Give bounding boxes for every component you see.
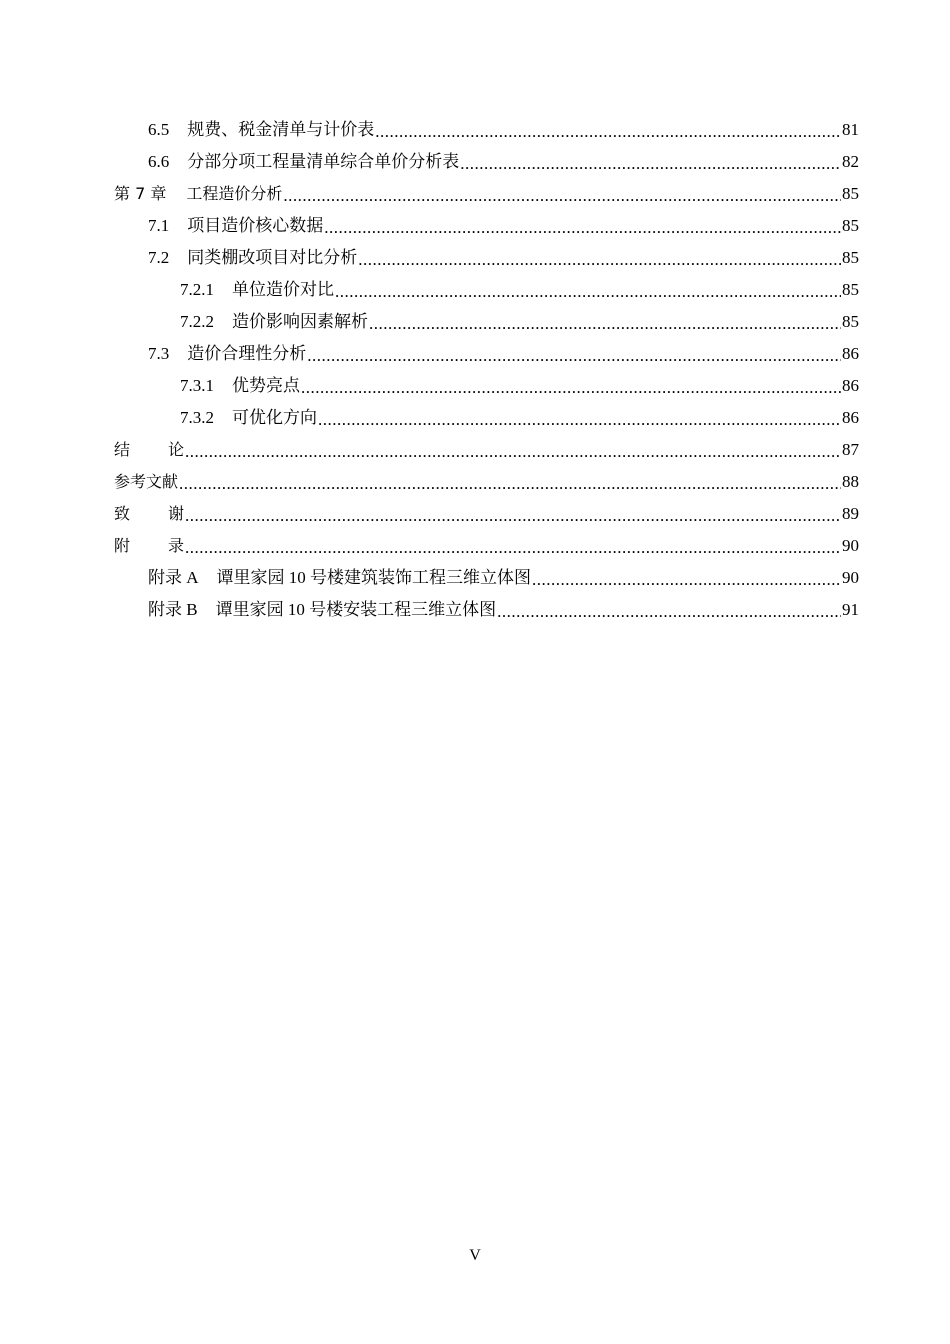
toc-dot-leader <box>335 282 841 302</box>
toc-entry-number: 7.2 <box>148 248 170 267</box>
toc-entry-title: 单位造价对比 <box>232 280 334 299</box>
toc-entry-title: 同类棚改项目对比分析 <box>187 248 358 267</box>
toc-entry-title: 可优化方向 <box>232 408 317 427</box>
toc-entry-page: 90 <box>842 536 859 555</box>
toc-entry[interactable] <box>0 338 950 370</box>
toc-entry-page: 90 <box>842 568 859 587</box>
toc-entry-title: 结论 <box>114 440 185 459</box>
toc-entry[interactable] <box>0 146 950 178</box>
toc-entry-number: 7.2.1 <box>180 280 214 299</box>
toc-dot-leader <box>369 314 841 334</box>
toc-entry-page: 85 <box>842 280 859 299</box>
toc-entry[interactable] <box>0 562 950 594</box>
toc-dot-leader <box>497 602 841 622</box>
toc-entry-page: 88 <box>842 472 859 491</box>
toc-entry-page: 91 <box>842 600 859 619</box>
toc-entry[interactable] <box>0 402 950 434</box>
toc-entry-page: 87 <box>842 440 859 459</box>
toc-dot-leader <box>318 410 841 430</box>
toc-entry[interactable] <box>0 370 950 402</box>
toc-entry[interactable] <box>0 498 950 530</box>
toc-entry-page: 85 <box>842 216 859 235</box>
toc-entry-title: 致谢 <box>114 504 185 523</box>
toc-dot-leader <box>185 442 841 462</box>
toc-entry-title: 谭里家园 10 号楼安装工程三维立体图 <box>215 600 497 619</box>
toc-entry-number: 7.3.2 <box>180 408 214 427</box>
toc-dot-leader <box>460 154 841 174</box>
toc-entry-title: 分部分项工程量清单综合单价分析表 <box>187 152 460 171</box>
toc-entry-page: 89 <box>842 504 859 523</box>
table-of-contents <box>0 114 950 626</box>
toc-dot-leader <box>375 122 841 142</box>
toc-entry-title: 项目造价核心数据 <box>187 216 324 235</box>
toc-dot-leader <box>301 378 841 398</box>
toc-entry-number: 7.3 <box>148 344 170 363</box>
toc-entry-title: 造价影响因素解析 <box>232 312 368 331</box>
toc-dot-leader <box>185 506 841 526</box>
toc-entry-number: 附录 A <box>148 568 199 587</box>
toc-entry-page: 85 <box>842 248 859 267</box>
toc-entry[interactable] <box>0 530 950 562</box>
toc-entry-title: 参考文献 <box>114 472 179 491</box>
toc-entry[interactable] <box>0 594 950 626</box>
toc-entry-page: 86 <box>842 408 859 427</box>
toc-entry-number: 7.2.2 <box>180 312 214 331</box>
toc-entry-title: 附录 <box>114 536 185 555</box>
toc-entry-page: 85 <box>842 312 859 331</box>
toc-entry[interactable] <box>0 178 950 210</box>
toc-entry-page: 82 <box>842 152 859 171</box>
toc-dot-leader <box>179 474 841 494</box>
toc-entry-number: 附录 B <box>148 600 198 619</box>
toc-dot-leader <box>283 186 841 206</box>
toc-entry-title: 工程造价分析 <box>186 184 283 203</box>
toc-entry-number: 6.6 <box>148 152 170 171</box>
toc-entry-number: 7.1 <box>148 216 170 235</box>
toc-entry[interactable] <box>0 306 950 338</box>
toc-entry-title: 规费、税金清单与计价表 <box>187 120 375 139</box>
toc-entry-title: 造价合理性分析 <box>187 344 307 363</box>
toc-dot-leader <box>532 570 841 590</box>
toc-entry-page: 85 <box>842 184 859 203</box>
page-number-footer: V <box>469 1247 481 1264</box>
toc-entry-number: 第 7 章 <box>114 184 167 203</box>
toc-entry[interactable] <box>0 210 950 242</box>
toc-dot-leader <box>324 218 841 238</box>
toc-dot-leader <box>358 250 841 270</box>
toc-entry[interactable] <box>0 274 950 306</box>
toc-entry-page: 86 <box>842 376 859 395</box>
toc-entry-number: 6.5 <box>148 120 170 139</box>
toc-entry-page: 81 <box>842 120 859 139</box>
toc-entry[interactable] <box>0 434 950 466</box>
toc-entry-title: 优势亮点 <box>232 376 300 395</box>
toc-dot-leader <box>307 346 841 366</box>
toc-entry-page: 86 <box>842 344 859 363</box>
toc-entry[interactable] <box>0 466 950 498</box>
toc-entry-title: 谭里家园 10 号楼建筑装饰工程三维立体图 <box>216 568 532 587</box>
toc-entry-number: 7.3.1 <box>180 376 214 395</box>
toc-entry[interactable] <box>0 114 950 146</box>
toc-dot-leader <box>185 538 841 558</box>
toc-entry[interactable] <box>0 242 950 274</box>
